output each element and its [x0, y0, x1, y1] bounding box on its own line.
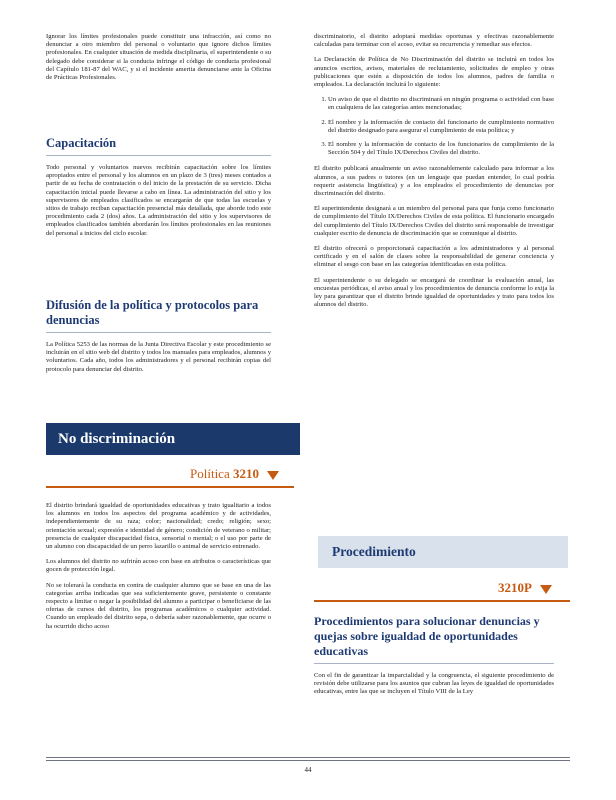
procedure-number-tag — [498, 580, 552, 596]
policy-number: 3210 — [232, 466, 259, 481]
procedure-section — [314, 614, 554, 704]
orange-rule — [46, 486, 294, 488]
page-number: 44 — [304, 766, 312, 774]
right-paragraph-1: discriminatorio, el distrito adoptará medidas oportunas y efectivas razonablemente calculadas para terminar con el acoso, evitar su recurrencia y remediar sus efectos. — [314, 33, 554, 49]
procedure-paragraph: Con el fin de garantizar la imparcialidad y la congruencia, el siguiente procedimiento de revisión debe utilizarse para los asuntos que cubran las leyes de igualdad de oportunidades educativas, entre las que se incluyen el Título VIII de la Ley — [314, 672, 554, 696]
right-column — [314, 33, 554, 316]
section-rule — [46, 332, 271, 333]
procedimiento-title: Procedimiento — [332, 544, 416, 559]
policy-paragraph-2: Los alumnos del distrito no sufrirán acoso con base en atributos o características que gocen de protección legal. — [46, 558, 271, 574]
procedure-heading: Procedimientos para solucionar denuncias y quejas sobre igualdad de oportunidades educativas — [314, 614, 540, 658]
banner-title: No discriminación — [58, 431, 176, 447]
list-item: 2. El nombre y la información de contacto del funcionario de cumplimiento normativo del distrito designado para asegurar el cumplimiento de esta política; y — [328, 119, 554, 135]
declaration-list — [314, 96, 554, 157]
section-rule — [314, 663, 554, 664]
difusion-paragraph: La Política 5253 de las normas de la Junta Directiva Escolar y este procedimiento se incluirán en el sitio web del distrito y todos los manuales para empleados, alumnos y voluntarios. Cada año, todos los administradores y el personal recibirán copias del protocolo para denunciar del distrito. — [46, 341, 271, 373]
intro-paragraph: Ignorar los límites profesionales puede constituir una infracción, así como no denunciar a otro miembro del personal o voluntario que ignore dichos límites profesionales. En cualquier situación de medida disciplinaria, el superintendente o su delegado debe considerar si la conducta infringe el código de conducta profesional del Capítulo 181-87 del WAC, y si el incidente amerita denunciarse ante la Oficina de Prácticas Profesionales. — [46, 33, 271, 82]
footer-rule — [46, 760, 570, 761]
section-rule — [46, 155, 271, 156]
procedure-number: 3210P — [498, 580, 532, 595]
right-paragraph-6: El superintendente o su delegado se encargará de coordinar la evaluación anual, las encuestas periódicas, el aviso anual y los procedimientos de denuncia conforme lo exija la ley para garantizar que el distrito brinde igualdad de oportunidades y trato para todos los alumnos del distrito. — [314, 276, 554, 309]
list-item: 3. El nombre y la información de contacto de los funcionarios de cumplimiento de la Sección 504 y del Título IX/Derechos Civiles del distrito. — [328, 141, 554, 157]
footer-rule — [46, 757, 570, 758]
triangle-icon — [540, 585, 552, 594]
capacitacion-heading: Capacitación — [46, 136, 117, 150]
right-paragraph-3: El distrito publicará anualmente un aviso razonablemente calculado para informar a los alumnos, a sus padres o tutores (en un lenguaje que puedan entender, lo cual podría requerir asistencia lingüística) y a los empleados el procedimiento de denuncias por discriminación del distrito. — [314, 165, 554, 198]
procedimiento-banner — [318, 536, 568, 568]
right-paragraph-5: El distrito ofrecerá o proporcionará capacitación a los administradores y al personal certificado y en el salón de clases sobre la responsabilidad de generar conciencia y eliminar el sesgo con base en las categorías identificadas en esta política. — [314, 245, 554, 269]
capacitacion-paragraph: Todo personal y voluntarios nuevos recibirán capacitación sobre los límites apropiados entre el personal y los alumnos en un plazo de 3 (tres) meses contados a partir de su fecha de contratación o del inicio de la prestación de su servicio. Dicha capacitación inicial puede llevarse a cabo en línea. La administración del sitio y los supervisores de empleados clasificados se encargarán de que todas las escuelas y sitios de trabajo reciban capacitación presencial más detallada, que aborde todo este procedimiento cada 2 (dos) años. La administración del sitio y los supervisores de empleados clasificados también abordarán los límites profesionales en las reuniones del personal a inicios del ciclo escolar. — [46, 164, 271, 237]
orange-rule — [314, 600, 570, 602]
policy-paragraph-3: No se tolerará la conducta en contra de cualquier alumno que se base en una de las categorías arriba indicadas que sea suficientemente grave, persistente o constante respecto a limitar o negar la posibilidad del alumno a participar o beneficiarse de las ofertas de cursos del distrito, los programas académicos o cualquier actividad. Cuando un empleado del distrito sepa, o debería saber razonablemente, que ocurre o ha ocurrido dicho acoso — [46, 581, 271, 630]
policy-number-tag — [190, 466, 279, 482]
triangle-icon — [267, 471, 279, 480]
list-item: 1. Un aviso de que el distrito no discriminará en ningún programa o actividad con base en cualquiera de las categorías antes mencionadas; — [328, 96, 554, 112]
no-discriminacion-banner — [46, 423, 300, 455]
policy-paragraph-1: El distrito brindará igualdad de oportunidades educativas y trato igualitario a todos los alumnos en todos los aspectos del programa académico y de actividades, independientemente de su raza; color; nacionalidad; credo; religión; sexo; orientación sexual; expresión e identidad de género; condición de veterano o militar; presencia de cualquier discapacidad física, sensorial o mental; o el uso por parte de un alumno con discapacidad de un perro lazarillo o animal de servicio entrenado. — [46, 502, 271, 551]
left-policy-body — [46, 502, 271, 638]
right-paragraph-4: El superintendente designará a un miembro del personal para que funja como funcionario de cumplimiento del Título IX/Derechos Civiles de esta política. El funcionario encargado del cumplimiento del Título IX/Derechos Civiles del distrito será responsable de investigar cualquier escrito de denuncia de discriminación que se comunique al distrito. — [314, 205, 554, 237]
difusion-heading: Difusión de la política y protocolos para denuncias — [46, 298, 259, 327]
policy-label: Política — [190, 466, 230, 481]
right-paragraph-2: La Declaración de Política de No Discriminación del distrito se incluirá en todos los anuncios escritos, avisos, materiales de reclutamiento, solicitudes de empleo y otras publicaciones que estén a disposición de todos los alumnos, padres de familia o empleados. La declaración incluirá lo siguiente: — [314, 56, 554, 89]
